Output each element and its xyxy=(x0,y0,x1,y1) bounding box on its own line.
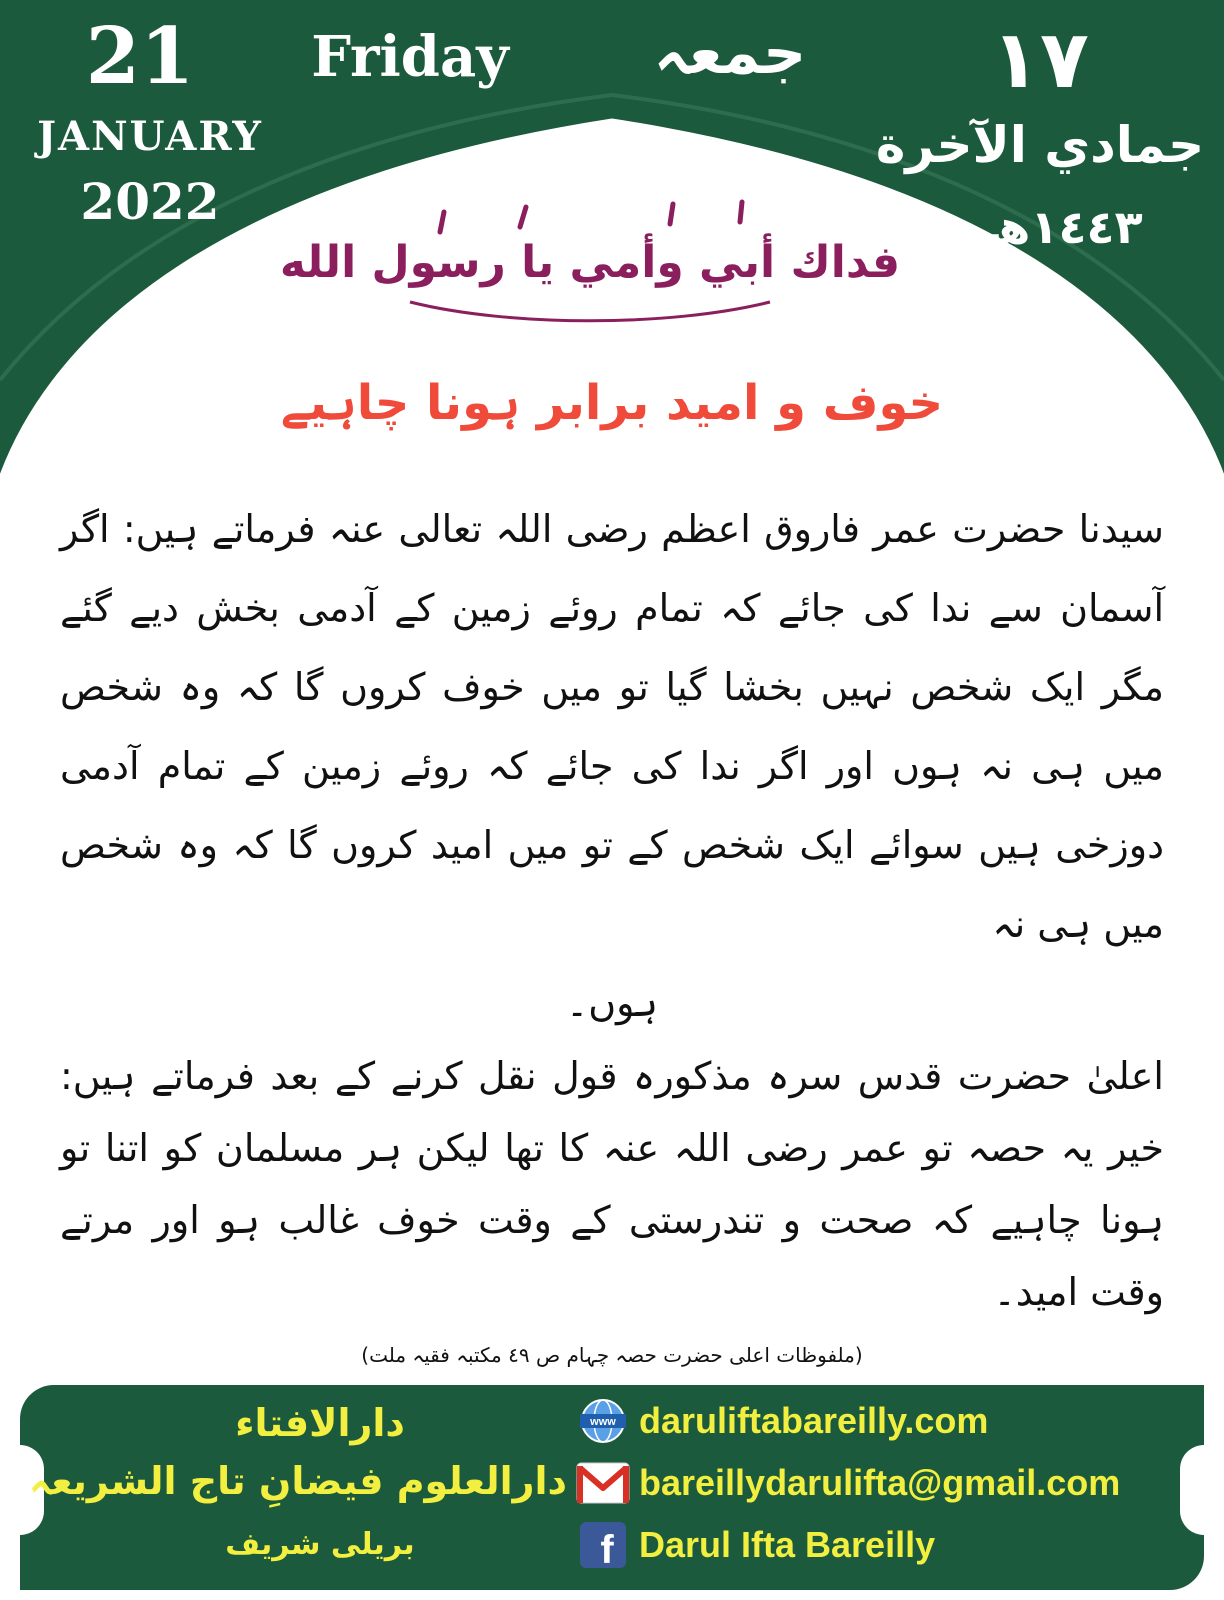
hijri-month: جمادي الآخرة xyxy=(875,116,1205,174)
email-link[interactable] xyxy=(575,1453,1120,1513)
gregorian-year: 2022 xyxy=(80,172,220,231)
paragraph-1: سیدنا حضرت عمر فاروق اعظم رضی اللہ تعالی عنہ فرماتے ہیں: اگر آسمان سے ندا کی جائے کہ تمام روئے زمین کے آدمی بخش دیے گئے مگر ایک شخص نہیں بخشا گیا تو میں خوف کروں گا کہ وہ شخص میں ہی نہ ہوں اور اگر ندا کی جائے کہ روئے زمین کے تمام آدمی دوزخی ہیں سوائے ایک شخص کے تو میں امید کروں گا کہ وہ شخص میں ہی نہ xyxy=(60,507,1164,946)
hijri-day: ١٧ xyxy=(991,13,1089,106)
paragraph-1-end: ہوں۔ xyxy=(565,981,659,1025)
website-link[interactable] xyxy=(575,1391,988,1451)
gregorian-day: 21 xyxy=(85,11,195,102)
footer xyxy=(20,1385,1204,1590)
hijri-year: ١٤٤٣ھ xyxy=(987,200,1143,254)
org-name-line2: دارالعلوم فیضانِ تاج الشریعہ xyxy=(28,1459,568,1503)
website-text: daruliftabareilly.com xyxy=(639,1400,989,1441)
facebook-text: Darul Ifta Bareilly xyxy=(639,1524,936,1565)
calligraphy-image xyxy=(279,182,901,342)
page-title: خوف و امید برابر ہونا چاہیے xyxy=(280,375,944,431)
weekday-english: Friday xyxy=(311,24,509,90)
main-text-block xyxy=(60,490,1164,1043)
svg-text:f: f xyxy=(600,1528,614,1572)
email-text: bareillydarulifta@gmail.com xyxy=(639,1462,1121,1503)
svg-text:فداك أبي وأمي يا رسول الله: فداك أبي وأمي يا رسول الله xyxy=(279,237,901,288)
paragraph-2: اعلیٰ حضرت قدس سرہ مذکورہ قول نقل کرنے کے بعد فرماتے ہیں: خیر یہ حصہ تو عمر رضی اللہ عنہ کا تھا لیکن ہر مسلمان کو اتنا تو ہونا چاہیے کہ صحت و تندرستی کے وقت خوف غالب ہو اور مرتے وقت امید۔ xyxy=(60,1054,1164,1314)
reference-citation: (ملفوظات اعلی حضرت حصہ چہام ص ٤٩ مکتبہ فقیہ ملت) xyxy=(361,1343,863,1367)
secondary-text-block xyxy=(60,1040,1164,1328)
svg-text:www: www xyxy=(590,1416,616,1428)
globe-icon xyxy=(575,1396,631,1446)
mail-icon xyxy=(575,1458,631,1508)
org-location: بریلی شریف xyxy=(225,1527,415,1562)
weekday-urdu: جمعہ xyxy=(653,18,807,88)
facebook-icon xyxy=(575,1520,631,1570)
org-name-line1: دارالافتاء xyxy=(235,1401,405,1445)
footer-notch-right xyxy=(1180,1445,1204,1535)
gregorian-month: JANUARY xyxy=(37,113,263,160)
facebook-link[interactable] xyxy=(575,1515,935,1575)
